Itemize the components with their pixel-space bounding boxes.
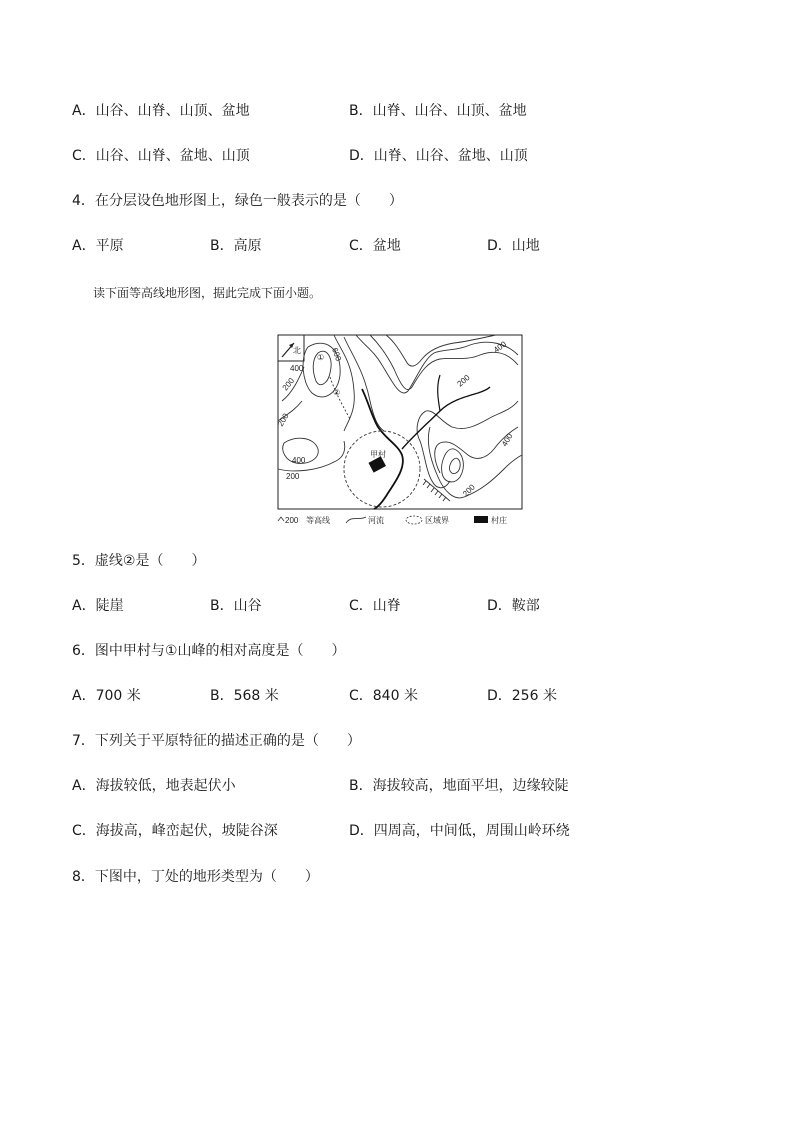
- legend-boundary-label: 区域界: [425, 516, 449, 525]
- q4-stem: 4．在分层设色地形图上，绿色一般表示的是（ ）: [72, 193, 403, 209]
- q5-stem: 5．虚线②是（ ）: [72, 553, 206, 569]
- q7-option-b: B．海拔较高，地面平坦，边缘较陡: [349, 778, 569, 794]
- dashed-marker: ②: [333, 388, 341, 397]
- q7-option-a: A．海拔较低，地表起伏小: [72, 778, 236, 794]
- q5-option-b: B．山谷: [210, 598, 262, 614]
- cliff-hatch: [423, 481, 446, 501]
- q6-option-d: D．256 米: [487, 688, 557, 704]
- q7-option-d: D．四周高，中间低，周围山岭环绕: [349, 823, 570, 839]
- legend-boundary-icon: [406, 516, 422, 524]
- peak-marker: ①: [317, 353, 325, 362]
- q6-option-c: C．840 米: [349, 688, 418, 704]
- map-frame: [275, 335, 522, 509]
- contour-label: 400: [491, 339, 509, 355]
- contour-label: 200: [461, 482, 477, 499]
- main-river: [362, 389, 403, 509]
- contour-label: 400: [499, 431, 515, 448]
- contour-line: [449, 458, 460, 473]
- contour-label: 400: [290, 364, 304, 373]
- contour-label: 200: [286, 472, 300, 481]
- q5-option-c: C．山脊: [349, 598, 401, 614]
- village-label: 甲村: [370, 450, 386, 459]
- map-legend: [278, 515, 507, 525]
- q4-option-a: A．平原: [72, 238, 124, 254]
- q5-option-d: D．鞍部: [487, 598, 540, 614]
- contour-label: 200: [455, 373, 472, 389]
- tributary-river: [402, 387, 490, 449]
- q3-option-b: B．山脊、山谷、山顶、盆地: [349, 103, 527, 119]
- legend-river-label: 河流: [368, 516, 384, 525]
- contour-label: 200: [280, 376, 297, 393]
- contour-line: [386, 335, 496, 366]
- q6-option-b: B．568 米: [210, 688, 279, 704]
- q6-stem: 6．图中甲村与①山峰的相对高度是（ ）: [72, 643, 346, 659]
- q4-option-c: C．盆地: [349, 238, 401, 254]
- contour-line: [278, 441, 345, 471]
- tributary-river: [438, 375, 440, 411]
- contour-line: [356, 335, 518, 393]
- map-intro: 读下面等高线地形图，据此完成下面小题。: [93, 286, 322, 300]
- q5-option-a: A．陡崖: [72, 598, 124, 614]
- contour-label: 600: [330, 346, 344, 363]
- contour-label: 200: [275, 411, 291, 428]
- legend-village-label: 村庄: [491, 516, 507, 525]
- legend-river-icon: [346, 517, 366, 523]
- q7-option-c: C．海拔高，峰峦起伏，坡陡谷深: [72, 823, 278, 839]
- q4-option-d: D．山地: [487, 238, 540, 254]
- north-label: 北: [293, 346, 301, 355]
- q6-option-a: A．700 米: [72, 688, 141, 704]
- contour-label: 400: [292, 456, 306, 465]
- legend-contour-value: 200: [285, 516, 299, 525]
- q3-option-a: A．山谷、山脊、山顶、盆地: [72, 103, 250, 119]
- contour-map: [274, 331, 526, 527]
- q4-option-b: B．高原: [210, 238, 262, 254]
- dashed-line-2: [330, 377, 350, 419]
- q7-stem: 7．下列关于平原特征的描述正确的是（ ）: [72, 733, 361, 749]
- legend-contour-icon: [278, 517, 284, 521]
- legend-village-icon: [474, 516, 488, 523]
- q8-stem: 8．下图中，丁处的地形类型为（ ）: [72, 869, 319, 885]
- legend-contour-label: 等高线: [306, 516, 330, 525]
- q3-option-d: D．山脊、山谷、盆地、山顶: [349, 148, 528, 164]
- q3-option-c: C．山谷、山脊、盆地、山顶: [72, 148, 250, 164]
